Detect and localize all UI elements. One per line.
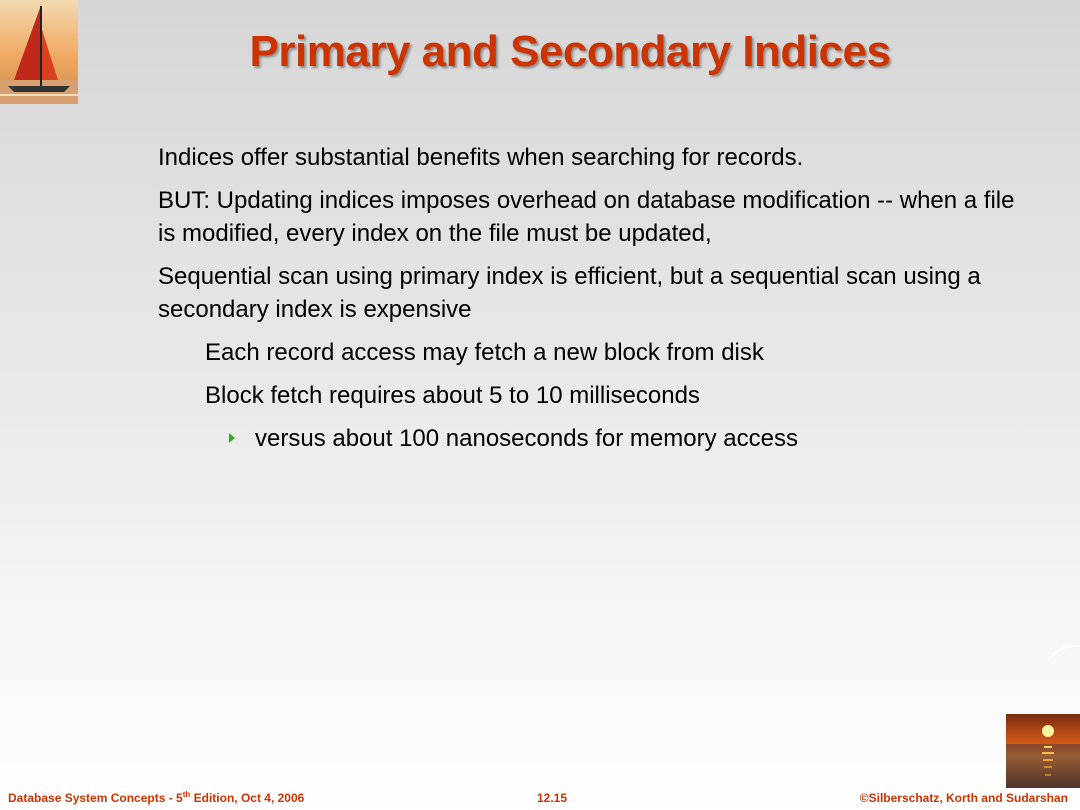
decorative-curve-icon — [1050, 640, 1080, 660]
sailboat-logo-icon — [0, 0, 78, 104]
right-triangle-icon — [229, 433, 235, 443]
bullet-sequential-scan: Sequential scan using primary index is efficient, but a sequential scan using a secondary index is expensive — [158, 263, 981, 323]
bullet-update-overhead: BUT: Updating indices imposes overhead on database modification -- when a file is modified, every index on the file must be updated, — [158, 187, 1015, 247]
bullet-benefits: Indices offer substantial benefits when searching for records. — [158, 144, 804, 171]
footer-book-title-text: Database System Concepts - 5 — [8, 791, 183, 805]
footer-superscript: th — [182, 790, 191, 799]
sunset-image-icon — [1006, 714, 1080, 788]
footer-edition-date: Edition, Oct 4, 2006 — [190, 791, 305, 805]
sub-sub-bullet-text: versus about 100 nanoseconds for memory access — [255, 425, 798, 452]
sub-bullet-block-fetch: Block fetch requires about 5 to 10 milliseconds — [205, 382, 700, 409]
footer-slide-number: 12.15 — [537, 791, 568, 805]
slide-body — [158, 141, 1018, 465]
footer-copyright: ©Silberschatz, Korth and Sudarshan — [859, 791, 1068, 805]
sub-bullet-record-access: Each record access may fetch a new block from disk — [205, 339, 764, 366]
footer-book-title — [8, 788, 304, 805]
slide-title: Primary and Secondary Indices — [249, 27, 891, 76]
sub-sub-bullet-memory-access — [229, 422, 1018, 455]
